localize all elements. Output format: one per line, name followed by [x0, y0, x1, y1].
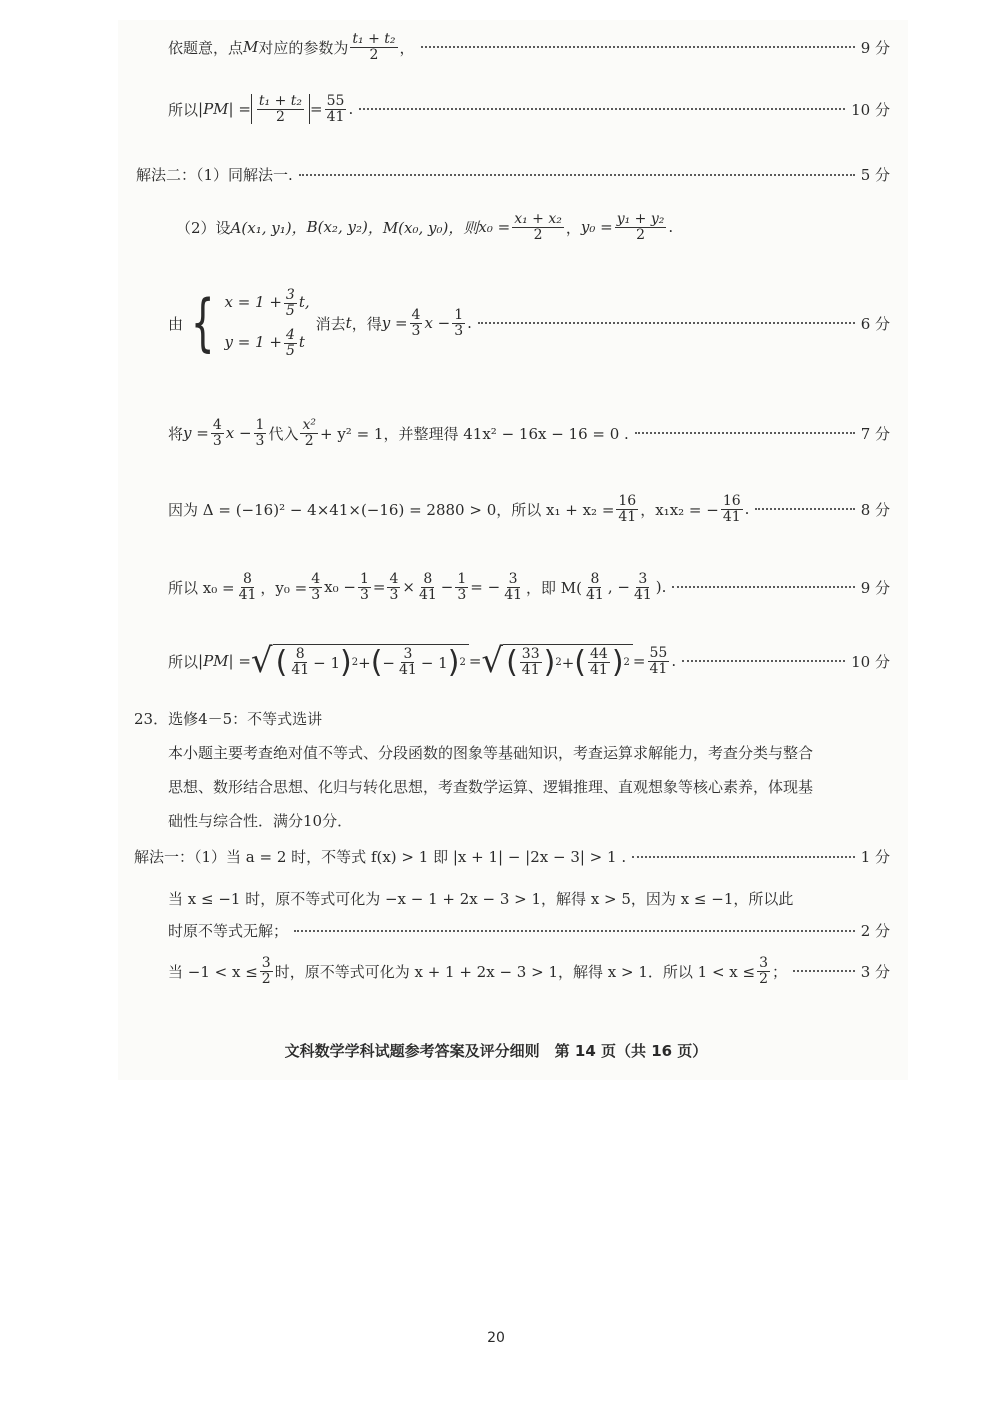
var-m: M	[243, 38, 259, 57]
punct: .	[348, 100, 354, 119]
score: 7 分	[860, 424, 890, 443]
text: 代入	[268, 424, 299, 443]
fraction: $\frac{3}{2}$	[759, 955, 768, 987]
page-footer: 文科数学学科试题参考答案及评分细则 第 14 页（共 16 页）	[284, 1042, 708, 1060]
text: 由	[168, 314, 184, 333]
dot-leader	[294, 930, 855, 932]
text: x₀ −	[324, 578, 356, 597]
dot-leader	[359, 108, 845, 110]
text: 消去	[315, 314, 346, 333]
dot-leader	[478, 322, 855, 324]
line-system	[168, 288, 890, 359]
page-number: 20	[487, 1330, 505, 1346]
score: 8 分	[860, 500, 890, 519]
line-pm-result	[168, 94, 890, 124]
fraction: $\frac{4}{3}$	[411, 307, 421, 339]
dot-leader	[299, 174, 855, 176]
sol-line-2: 当 x ≤ −1 时，原不等式可化为 −x − 1 + 2x − 3 > 1，解得 x > 5，因为 x ≤ −1，所以此	[168, 890, 794, 908]
text: 解法二：（1）同解法一.	[136, 166, 293, 184]
abs-value: $\frac{\text{t₁ + t₂}}{2}$	[251, 94, 310, 124]
punct: .	[671, 652, 677, 670]
line-param-m	[168, 32, 890, 62]
text: 依题意，点	[168, 38, 244, 57]
point-a: A(x₁, y₁)，	[230, 218, 307, 237]
text: , −	[607, 578, 630, 597]
sqrt-expression: √ ( $\frac{33}{41}$ ) 2 + ( $\frac{44}{41}$ ) 2	[481, 644, 633, 678]
fraction: $\frac{\text{x₁ + x₂}}{2}$	[514, 211, 562, 243]
q23-intro: 本小题主要考查绝对值不等式、分段函数的图象等基础知识，考查运算求解能力，考查分类与整合思想、数形结合思想、化归与转化思想，考查数学运算、逻辑推理、直观想象等核心素养，体现基础性与综合性．满分10分．	[168, 744, 814, 830]
fraction: $\frac{16}{41}$	[722, 493, 741, 525]
text: −	[440, 578, 454, 597]
radical-icon: √	[250, 641, 273, 681]
fraction: $\frac{4}{3}$	[389, 571, 399, 603]
fraction: $\frac{1}{3}$	[454, 307, 464, 339]
dot-leader	[635, 432, 855, 434]
fraction: $\frac{1}{3}$	[457, 571, 467, 603]
score: 6 分	[860, 314, 890, 333]
brace-icon: {	[190, 286, 215, 360]
line-discriminant	[168, 494, 890, 524]
text: + y² = 1，并整理得 41x² − 16x − 16 = 0 .	[320, 424, 629, 443]
fraction: $\frac{8}{41}$	[586, 571, 604, 603]
text: ).	[655, 578, 667, 597]
equation-system: { x = 1 + $\frac{3}{5}$ t, y = 1 + $\frac{4}{5}$ t	[190, 286, 310, 360]
text: = −	[470, 578, 501, 597]
punct: ，	[399, 38, 415, 57]
dot-leader	[682, 660, 845, 662]
fraction: $\frac{1}{3}$	[359, 571, 369, 603]
score: 9 分	[860, 38, 890, 57]
sqrt-expression: √ ( $\frac{8}{41}$ − 1 ) 2 + ( − $\frac{3}{41}$ − 1 ) 2	[251, 644, 469, 678]
text: 时原不等式无解；	[168, 922, 289, 940]
text: （2）设	[176, 218, 231, 237]
line-set-points	[176, 212, 876, 242]
point-b: B(x₂, y₂)	[306, 218, 368, 237]
x0: x₀ =	[478, 218, 511, 237]
dot-leader	[672, 586, 854, 588]
text: 因为 Δ = (−16)² − 4×41×(−16) = 2880 > 0，所以 x₁ + x₂ =	[168, 500, 615, 519]
line-distance	[168, 641, 890, 681]
text: 将	[168, 424, 184, 443]
text: ，y₀ =	[260, 578, 308, 597]
equals: =	[632, 652, 646, 670]
text: 解法一：（1）当 a = 2 时，不等式 f(x) > 1 即 |x + 1| − |2x − 3| > 1 .	[134, 848, 627, 866]
score: 10 分	[851, 652, 890, 671]
text: ，x₁x₂ = −	[640, 500, 719, 519]
lhs: |PM| =	[198, 652, 251, 670]
text: 当 −1 < x ≤	[168, 962, 258, 981]
fraction: $\frac{8}{41}$	[418, 571, 437, 603]
term: x −	[424, 314, 451, 333]
fraction: $\frac{55}{41}$	[326, 93, 345, 125]
dot-leader	[632, 856, 855, 858]
score: 9 分	[860, 578, 890, 597]
fraction: $\frac{3}{41}$	[633, 571, 652, 603]
text: 所以	[168, 100, 199, 119]
text: =	[372, 578, 386, 597]
fraction: $\frac{8}{41}$	[238, 571, 257, 603]
score: 5 分	[860, 166, 890, 184]
text: 所以	[168, 652, 199, 671]
fraction: $\frac{\text{t₁ + t₂}}{2}$	[352, 31, 396, 63]
var-t: t	[345, 314, 352, 333]
dot-leader	[421, 46, 855, 48]
line-method2	[136, 164, 890, 185]
text: 对应的参数为	[258, 38, 349, 57]
term: x −	[225, 424, 252, 443]
punct: ；	[772, 962, 788, 981]
sep: ，	[565, 218, 581, 237]
fraction: $\frac{1}{3}$	[255, 417, 265, 449]
text: ，得	[351, 314, 382, 333]
score: 10 分	[851, 100, 890, 119]
radical-icon: √	[481, 641, 504, 681]
equals: =	[310, 100, 323, 119]
fraction: $\frac{3}{41}$	[504, 571, 523, 603]
y0: y₀ =	[580, 218, 613, 237]
punct: .	[668, 218, 674, 237]
punct: .	[467, 314, 472, 333]
fraction: $\frac{4}{3}$	[311, 571, 321, 603]
dot-leader	[793, 970, 855, 972]
text: ×	[402, 578, 415, 597]
lhs: y =	[381, 314, 408, 333]
fraction: $\frac{55}{41}$	[649, 644, 668, 677]
punct: .	[744, 500, 750, 519]
score: 3 分	[860, 962, 890, 981]
equals: =	[468, 652, 482, 670]
fraction: $\frac{3}{2}$	[261, 955, 271, 987]
lhs: y =	[183, 424, 209, 443]
q23-title: 23．选修4－5：不等式选讲	[134, 710, 323, 728]
line-substitute	[168, 418, 890, 448]
text: ，即 M(	[526, 578, 583, 597]
sol-line-1	[134, 846, 890, 867]
text: 所以 x₀ =	[168, 578, 235, 597]
fraction: $\frac{4}{3}$	[212, 417, 222, 449]
fraction: $\frac{16}{41}$	[618, 493, 637, 525]
text: 时，原不等式可化为 x + 1 + 2x − 3 > 1，解得 x > 1．所以 1 < x ≤	[274, 962, 756, 981]
lhs: |PM| =	[198, 100, 251, 119]
fraction: $\frac{\text{y₁ + y₂}}{2}$	[616, 211, 665, 243]
point-m: ，M(x₀, y₀)，则	[367, 218, 479, 237]
line-midpoint	[168, 572, 890, 602]
fraction: $\frac{\text{x²}}{2}$	[302, 417, 316, 449]
sol-line-3	[168, 920, 890, 941]
score: 2 分	[860, 922, 890, 940]
score: 1 分	[860, 848, 890, 866]
sol-line-4	[168, 956, 890, 986]
dot-leader	[755, 508, 854, 510]
